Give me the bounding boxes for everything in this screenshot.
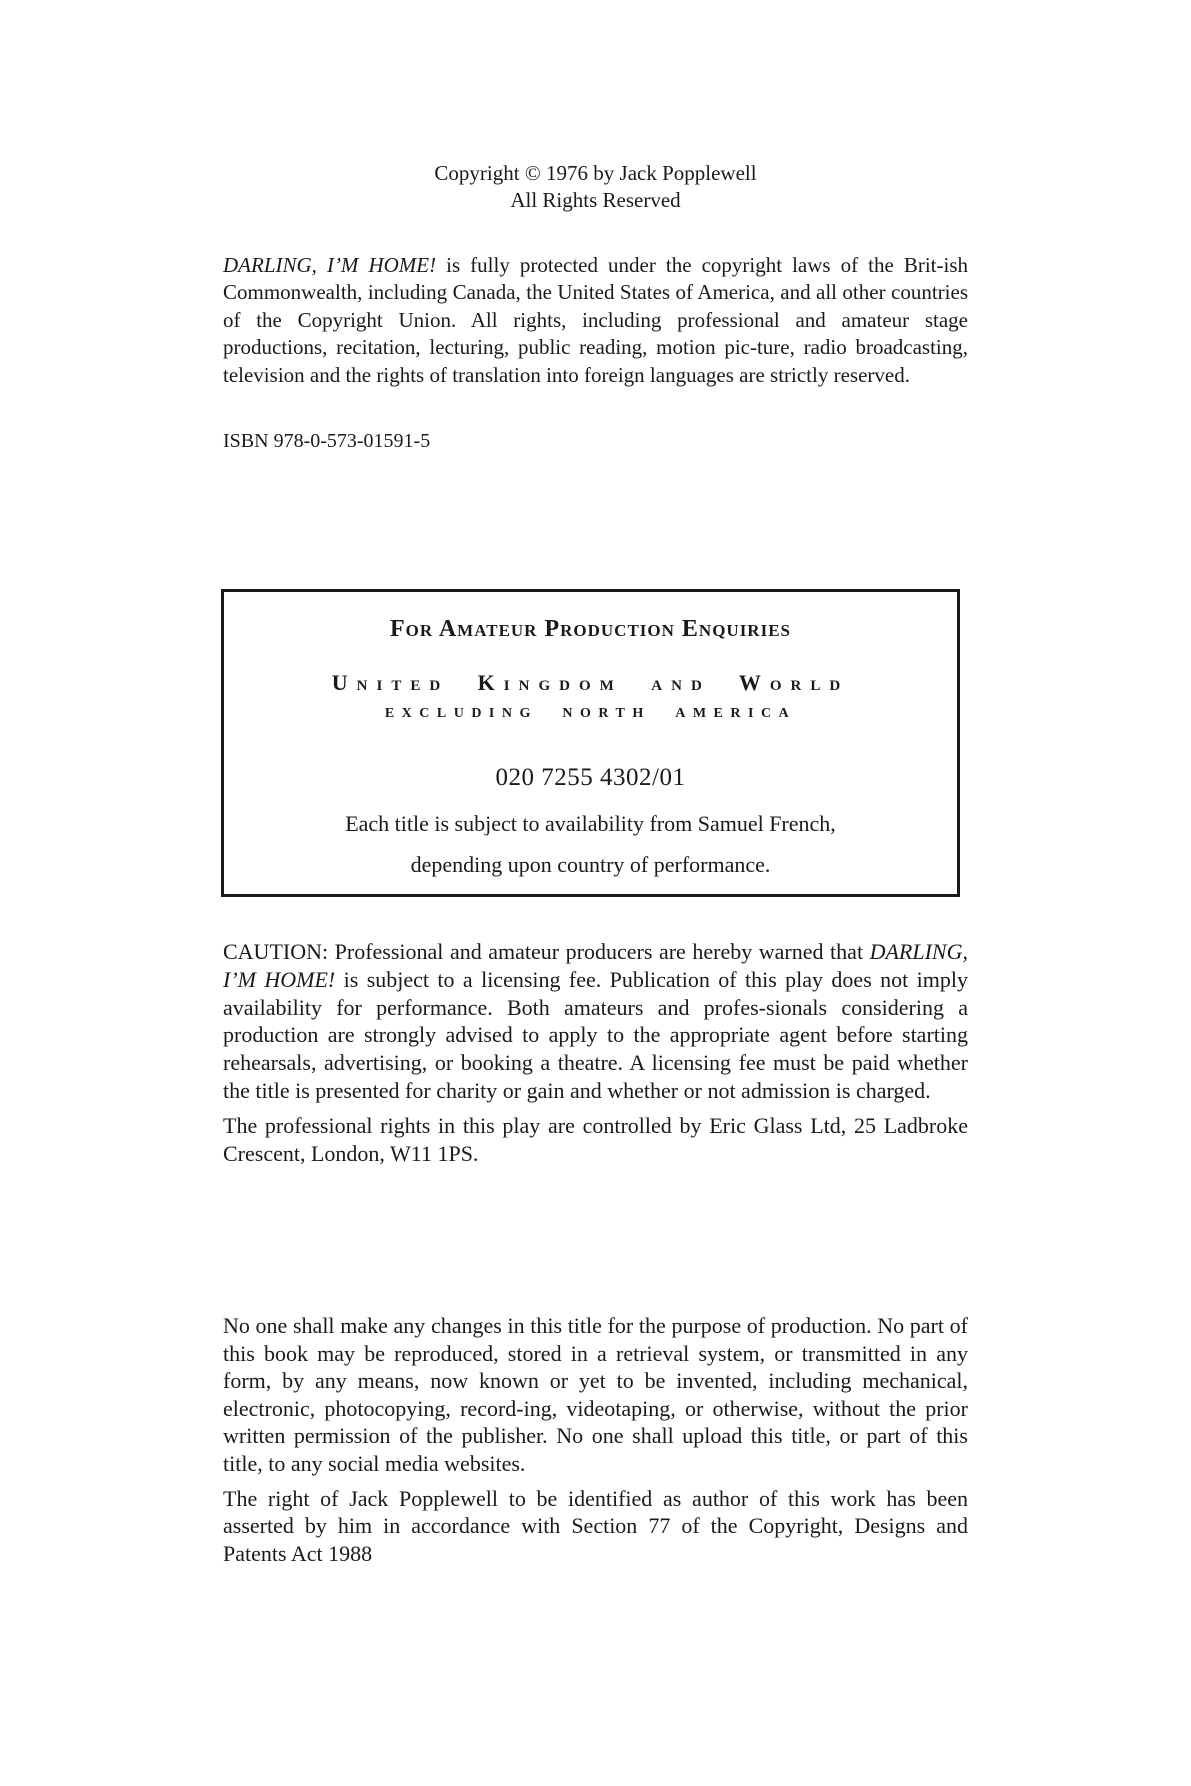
protection-paragraph bbox=[223, 252, 968, 389]
performance-country-line: depending upon country of performance. bbox=[410, 852, 771, 877]
amateur-enquiries-box bbox=[221, 589, 960, 897]
enquiries-region: United Kingdom and World bbox=[331, 670, 850, 695]
enquiries-title: For Amateur Production Enquiries bbox=[390, 616, 791, 642]
rights-reserved-line: All Rights Reserved bbox=[510, 188, 681, 212]
enquiries-region-exclusion: excluding north america bbox=[384, 700, 797, 722]
copyright-line: Copyright © 1976 by Jack Popplewell bbox=[434, 161, 757, 185]
professional-rights-paragraph: The professional rights in this play are controlled by Eric Glass Ltd, 25 Ladbroke Crescent, London, W11 1PS. bbox=[223, 1112, 968, 1166]
play-title: DARLING, I’M HOME! bbox=[223, 939, 968, 992]
author-rights-paragraph: The right of Jack Popplewell to be identified as author of this work has been asserted by him in accordance with Section 77 of the Copyright, Designs and Patents Act 1988 bbox=[223, 1485, 968, 1566]
isbn: ISBN 978-0-573-01591-5 bbox=[223, 430, 431, 452]
restrictions-section bbox=[223, 1312, 968, 1567]
enquiries-phone: 020 7255 4302/01 bbox=[495, 764, 686, 791]
caution-paragraph bbox=[223, 938, 968, 1105]
caution-lead: CAUTION: Professional and amateur producers are hereby warned that bbox=[223, 939, 870, 964]
availability-line: Each title is subject to availability from Samuel French, bbox=[345, 811, 836, 836]
caution-text: is subject to a licensing fee. Publication of this play does not imply availability for performance. Both amateurs and profes-sionals considering a production are strongly advised to apply to the appropriate agent before starting rehearsals, advertising, or booking a theatre. A licensing fee must be paid whether the title is presented for charity or gain and whether or not admission is charged. bbox=[223, 966, 968, 1103]
caution-section bbox=[223, 938, 968, 1167]
play-title: DARLING, I’M HOME! bbox=[223, 253, 437, 277]
protection-text: is fully protected under the copyright laws of the Brit-ish Commonwealth, including Canada, the United States of America, and all other countries of the Copyright Union. All rights, including professional and amateur stage productions, recitation, lecturing, public reading, motion pic-ture, radio broadcasting, television and the rights of translation into foreign languages are strictly reserved. bbox=[223, 253, 968, 387]
reproduction-restriction-paragraph: No one shall make any changes in this title for the purpose of production. No part of this book may be reproduced, stored in a retrieval system, or transmitted in any form, by any means, now known or yet to be invented, including mechanical, electronic, photocopying, record-ing, videotaping, or otherwise, without the prior written permission of the publisher. No one shall upload this title, or part of this title, to any social media websites. bbox=[223, 1313, 968, 1476]
copyright-notice bbox=[223, 160, 968, 214]
